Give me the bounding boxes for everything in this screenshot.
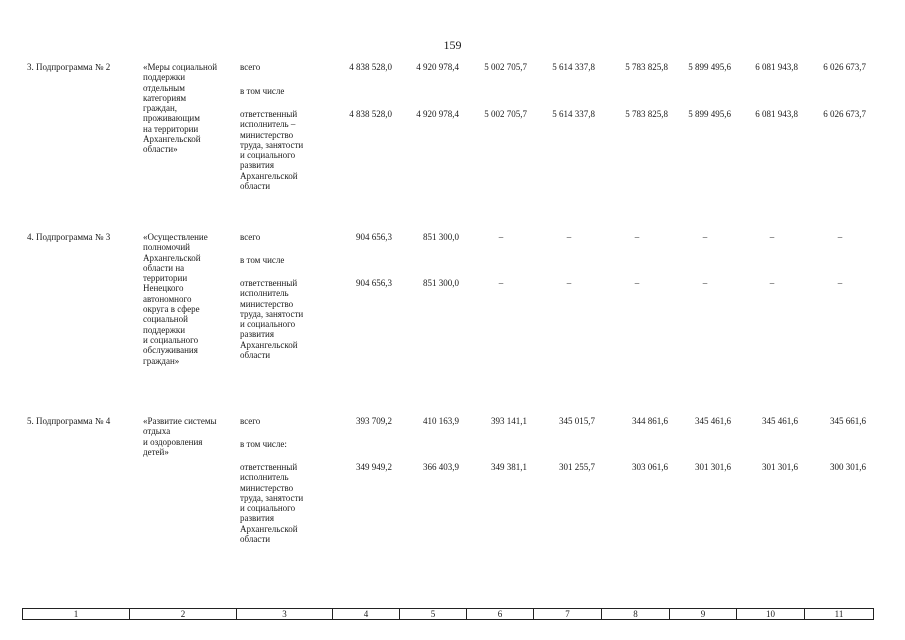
responsible-executor: ответственный исполнитель – министерство труда, занятости и социального развития Архангельской области xyxy=(240,109,304,192)
column-number-row xyxy=(22,608,874,620)
responsible-executor: ответственный исполнитель министерство труда, занятости и социального развития Архангельской области xyxy=(240,462,304,545)
subprogram-name: «Меры социальной поддержки отдельным категориям граждан, проживающим на территории Архангельской области» xyxy=(143,62,218,155)
resp-value-col5: 366 403,9 xyxy=(423,462,459,472)
empty-dash: – xyxy=(837,232,843,242)
resp-value-col6: 349 381,1 xyxy=(491,462,527,472)
row-label: 4. Подпрограмма № 3 xyxy=(27,232,111,242)
column-number-cell: 9 xyxy=(670,609,737,619)
total-value-col5: 851 300,0 xyxy=(423,232,459,242)
empty-dash: – xyxy=(837,278,843,288)
column-number-cell: 1 xyxy=(23,609,130,619)
total-value-col8: 5 783 825,8 xyxy=(625,62,668,72)
responsible-executor: ответственный исполнитель министерство труда, занятости и социального развития Архангельской области xyxy=(240,278,304,361)
empty-dash: – xyxy=(702,278,708,288)
total-value-col11: 345 661,6 xyxy=(830,416,866,426)
resp-value-col7: 5 614 337,8 xyxy=(552,109,595,119)
total-value-col7: 5 614 337,8 xyxy=(552,62,595,72)
column-number-cell: 7 xyxy=(534,609,602,619)
column-number-cell: 10 xyxy=(737,609,805,619)
total-value-col10: 6 081 943,8 xyxy=(755,62,798,72)
including-label: в том числе xyxy=(240,86,285,96)
resp-value-col4: 4 838 528,0 xyxy=(349,109,392,119)
empty-dash: – xyxy=(498,232,504,242)
empty-dash: – xyxy=(769,278,775,288)
column-number-cell: 5 xyxy=(400,609,467,619)
subprogram-name: «Осуществление полномочий Архангельской области на территории Ненецкого автономного округа в сфере социальной поддержки и социального обслуживания граждан» xyxy=(143,232,208,366)
total-value-col5: 4 920 978,4 xyxy=(416,62,459,72)
total-value-col9: 345 461,6 xyxy=(695,416,731,426)
row-label: 3. Подпрограмма № 2 xyxy=(27,62,111,72)
total-value-col4: 4 838 528,0 xyxy=(349,62,392,72)
resp-value-col9: 5 899 495,6 xyxy=(688,109,731,119)
empty-dash: – xyxy=(566,278,572,288)
resp-value-col11: 300 301,6 xyxy=(830,462,866,472)
column-number-cell: 6 xyxy=(467,609,534,619)
total-value-col4: 904 656,3 xyxy=(356,232,392,242)
column-number-cell: 3 xyxy=(237,609,333,619)
resp-value-col6: 5 002 705,7 xyxy=(484,109,527,119)
resp-value-col5: 4 920 978,4 xyxy=(416,109,459,119)
column-number-cell: 11 xyxy=(834,609,844,619)
including-label: в том числе: xyxy=(240,439,287,449)
column-number-cell: 2 xyxy=(130,609,237,619)
resp-value-col10: 301 301,6 xyxy=(762,462,798,472)
resp-value-col10: 6 081 943,8 xyxy=(755,109,798,119)
total-value-col5: 410 163,9 xyxy=(423,416,459,426)
total-value-col6: 5 002 705,7 xyxy=(484,62,527,72)
column-number-cell: 4 xyxy=(333,609,400,619)
empty-dash: – xyxy=(769,232,775,242)
empty-dash: – xyxy=(634,278,640,288)
including-label: в том числе xyxy=(240,255,285,265)
empty-dash: – xyxy=(498,278,504,288)
resp-value-col11: 6 026 673,7 xyxy=(823,109,866,119)
resp-value-col8: 303 061,6 xyxy=(632,462,668,472)
total-label: всего xyxy=(240,416,261,426)
total-label: всего xyxy=(240,232,261,242)
page-number: 159 xyxy=(443,38,462,52)
total-value-col9: 5 899 495,6 xyxy=(688,62,731,72)
resp-value-col7: 301 255,7 xyxy=(559,462,595,472)
total-value-col10: 345 461,6 xyxy=(762,416,798,426)
empty-dash: – xyxy=(634,232,640,242)
total-value-col7: 345 015,7 xyxy=(559,416,595,426)
total-value-col4: 393 709,2 xyxy=(356,416,392,426)
total-value-col6: 393 141,1 xyxy=(491,416,527,426)
resp-value-col4: 349 949,2 xyxy=(356,462,392,472)
resp-value-col8: 5 783 825,8 xyxy=(625,109,668,119)
resp-value-col9: 301 301,6 xyxy=(695,462,731,472)
subprogram-name: «Развитие системы отдыха и оздоровления детей» xyxy=(143,416,217,457)
empty-dash: – xyxy=(702,232,708,242)
resp-value-col4: 904 656,3 xyxy=(356,278,392,288)
row-label: 5. Подпрограмма № 4 xyxy=(27,416,111,426)
total-value-col8: 344 861,6 xyxy=(632,416,668,426)
resp-value-col5: 851 300,0 xyxy=(423,278,459,288)
empty-dash: – xyxy=(566,232,572,242)
total-label: всего xyxy=(240,62,261,72)
column-number-cell: 8 xyxy=(602,609,670,619)
total-value-col11: 6 026 673,7 xyxy=(823,62,866,72)
